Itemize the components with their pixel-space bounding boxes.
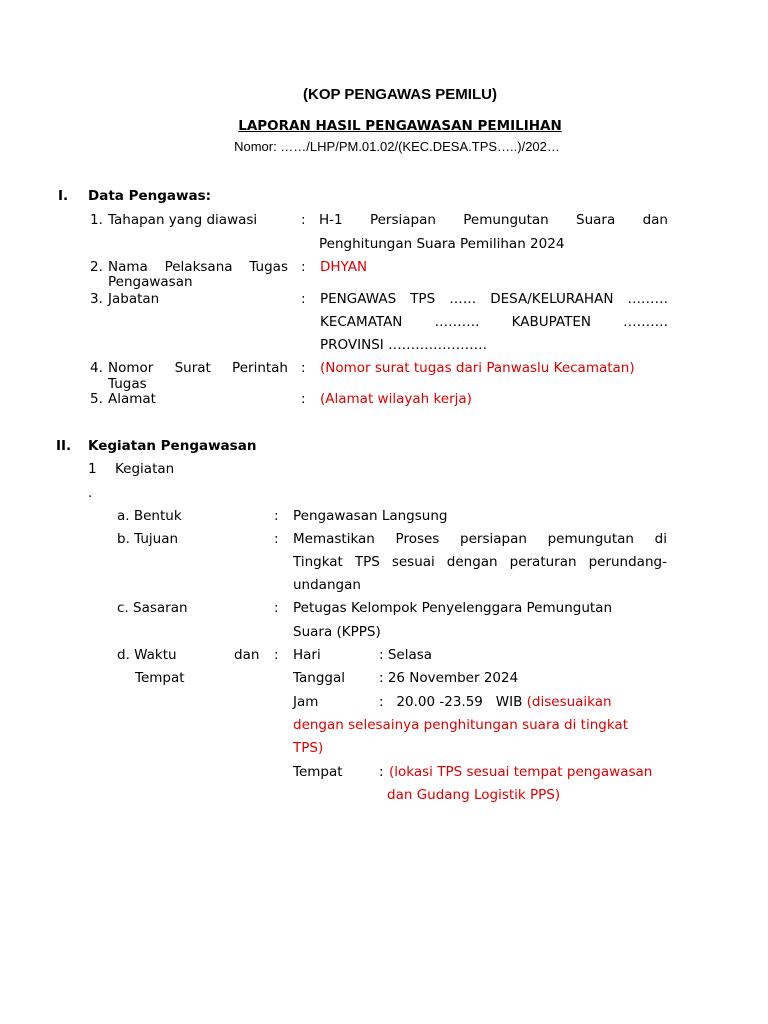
report-title: LAPORAN HASIL PENGAWASAN PEMILIHAN bbox=[238, 118, 562, 134]
tujuan-line3: undangan bbox=[293, 577, 361, 593]
tempat-value-line2: dan Gudang Logistik PPS) bbox=[387, 787, 561, 803]
subsection-dot: . bbox=[88, 485, 93, 501]
bentuk-value: Pengawasan Langsung bbox=[293, 508, 448, 524]
item1-value-line2: Penghitungan Suara Pemilihan 2024 bbox=[319, 236, 565, 252]
subsection-title: Kegiatan bbox=[115, 461, 175, 477]
kop-title: (KOP PENGAWAS PEMILU) bbox=[303, 86, 497, 103]
item3-colon: : bbox=[301, 291, 306, 307]
tanggal-label: Tanggal bbox=[293, 670, 346, 686]
item1-label: Tahapan yang diawasi bbox=[108, 212, 258, 228]
hari-value: : Selasa bbox=[379, 647, 433, 663]
tujuan-line1: Memastikan Proses persiapan pemungutan di bbox=[293, 531, 667, 547]
item1-number: 1. bbox=[90, 212, 103, 228]
tempat-value-line1: (lokasi TPS sesuai tempat pengawasan bbox=[389, 764, 653, 780]
item4-label-line2: Tugas bbox=[108, 376, 147, 392]
section1-title: Data Pengawas: bbox=[88, 188, 212, 204]
item3-value-line3: PROVINSI …………………. bbox=[320, 337, 487, 353]
waktu-label-tempat: Tempat bbox=[135, 670, 185, 686]
jam-note3: TPS) bbox=[293, 740, 324, 756]
item5-value: (Alamat wilayah kerja) bbox=[320, 391, 472, 407]
item4-number: 4. bbox=[90, 360, 103, 376]
jam-note2: dengan selesainya penghitungan suara di tingkat bbox=[293, 717, 628, 733]
section2-number: II. bbox=[56, 438, 72, 454]
hari-label: Hari bbox=[293, 647, 321, 663]
waktu-label: d. Waktu bbox=[117, 647, 177, 663]
waktu-colon: : bbox=[274, 647, 279, 663]
sasaran-colon: : bbox=[274, 600, 279, 616]
jam-line1 bbox=[379, 694, 612, 710]
jam-note1: (disesuaikan bbox=[526, 694, 612, 710]
waktu-label-dan: dan bbox=[234, 647, 260, 663]
section1-number: I. bbox=[58, 188, 69, 204]
item2-label-line1: Nama Pelaksana Tugas bbox=[108, 259, 288, 275]
tujuan-label: b. Tujuan bbox=[117, 531, 179, 547]
item5-number: 5. bbox=[90, 391, 103, 407]
item3-label: Jabatan bbox=[108, 291, 160, 307]
tanggal-value: : 26 November 2024 bbox=[379, 670, 519, 686]
item4-value: (Nomor surat tugas dari Panwaslu Kecamatan) bbox=[320, 360, 635, 376]
tempat-colon: : bbox=[379, 764, 384, 780]
item4-colon: : bbox=[301, 360, 306, 376]
item5-label: Alamat bbox=[108, 391, 156, 407]
item3-number: 3. bbox=[90, 291, 103, 307]
item3-value-line1: PENGAWAS TPS …… DESA/KELURAHAN ……… bbox=[320, 291, 668, 307]
bentuk-label: a. Bentuk bbox=[117, 508, 182, 524]
item2-value: DHYAN bbox=[320, 259, 368, 275]
item3-value-line2: KECAMATAN ………. KABUPATEN ………. bbox=[320, 314, 668, 330]
sasaran-line1: Petugas Kelompok Penyelenggara Pemungutan bbox=[293, 600, 612, 616]
section2-title: Kegiatan Pengawasan bbox=[88, 438, 257, 454]
jam-label: Jam bbox=[293, 694, 319, 710]
item2-label-line2: Pengawasan bbox=[108, 274, 193, 290]
sasaran-label: c. Sasaran bbox=[117, 600, 188, 616]
report-number: Nomor: ……/LHP/PM.01.02/(KEC.DESA.TPS…..)/202… bbox=[234, 139, 560, 154]
tujuan-colon: : bbox=[274, 531, 279, 547]
item4-label-line1: Nomor Surat Perintah bbox=[108, 360, 288, 376]
bentuk-colon: : bbox=[274, 508, 279, 524]
subsection-number: 1 bbox=[88, 461, 97, 477]
tempat-label: Tempat bbox=[293, 764, 343, 780]
item2-number: 2. bbox=[90, 259, 103, 275]
item2-colon: : bbox=[301, 259, 306, 275]
jam-value: : 20.00 -23.59 WIB bbox=[379, 694, 527, 710]
item1-colon: : bbox=[301, 212, 306, 228]
item1-value-line1: H-1 Persiapan Pemungutan Suara dan bbox=[319, 212, 668, 228]
tujuan-line2: Tingkat TPS sesuai dengan peraturan perundang- bbox=[293, 554, 667, 570]
item5-colon: : bbox=[301, 391, 306, 407]
sasaran-line2: Suara (KPPS) bbox=[293, 624, 381, 640]
